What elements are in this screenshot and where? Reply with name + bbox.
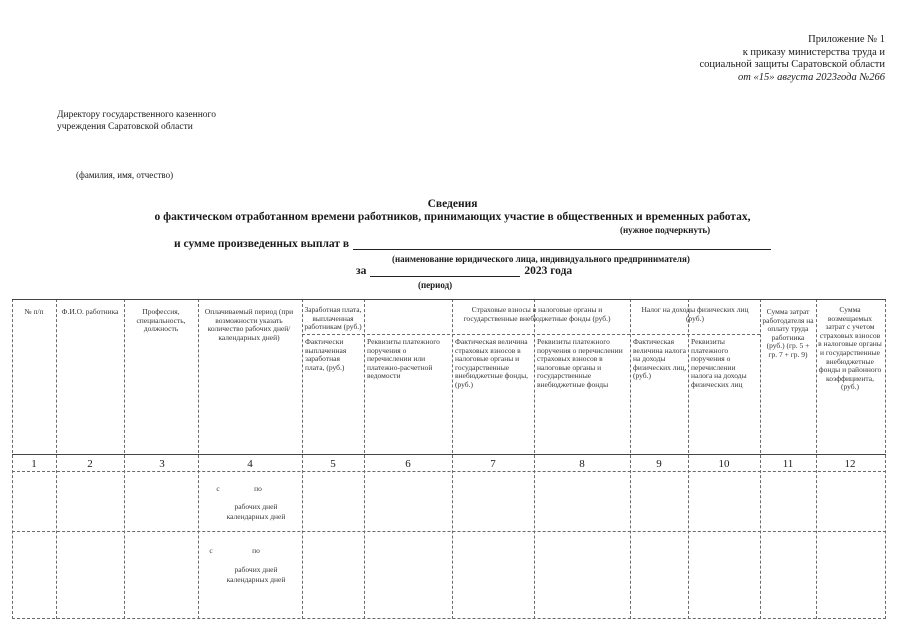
row2-from: с (209, 546, 213, 555)
col-line (452, 299, 453, 619)
row-line (12, 618, 886, 619)
row1-calendar-days: календарных дней (226, 512, 286, 521)
header-employer-costs: Сумма затрат работодателя на оплату труда работника (руб.) (гр. 5 + гр. 7 + гр. 9) (762, 307, 814, 359)
appendix-line-1: Приложение № 1 (808, 34, 885, 45)
column-number: 9 (656, 458, 662, 470)
column-number: 2 (87, 458, 93, 470)
row-line (302, 334, 760, 335)
header-group-wages: Заработная плата, выплаченная работникам (руб.) (304, 305, 362, 332)
addressee-block (57, 110, 216, 133)
col-line (12, 299, 13, 619)
addressee-line-1: Директору государственного казенного (57, 110, 216, 120)
appendix-line-3: социальной защиты Саратовской области (699, 59, 885, 70)
column-number: 11 (782, 458, 794, 470)
row1-to: по (254, 484, 262, 493)
header-group-insurance: Страховые взносы в налоговые органы и государственные внебюджетные фонды (руб.) (463, 305, 611, 323)
period-blank[interactable] (370, 265, 520, 277)
col-line (198, 299, 199, 619)
header-insurance-requisites: Реквизиты платежного поручения о перечислении страховых взносов в налоговые органы и государственные внебюджетные фонды (537, 337, 623, 389)
row-line (12, 531, 886, 532)
row2-to: по (252, 546, 260, 555)
header-num: № п/п (24, 307, 44, 316)
col-line (364, 299, 365, 619)
column-number: 8 (579, 458, 585, 470)
fio-caption: (фамилия, имя, отчество) (76, 170, 174, 180)
column-number: 1 (31, 458, 37, 470)
row2-calendar-days: календарных дней (226, 575, 286, 584)
row-line (12, 454, 886, 455)
column-number: 3 (159, 458, 165, 470)
header-insurance-amount: Фактическая величина страховых взносов в налоговые органы и государственные внебюджетные фонды, (руб.) (455, 337, 529, 389)
period-prefix: за (356, 265, 367, 277)
header-fio: Ф.И.О. работника (61, 307, 119, 316)
legal-entity-blank[interactable] (353, 238, 771, 250)
col-line (56, 299, 57, 619)
column-number: 6 (405, 458, 411, 470)
header-wages-requisites: Реквизиты платежного поручения о перечислении или платежно-расчетной ведомости (367, 337, 440, 381)
appendix-line-4: от «15» августа 2023года №266 (738, 71, 885, 83)
payments-line (174, 238, 771, 250)
col-line (124, 299, 125, 619)
underline-hint: (нужное подчеркнуть) (620, 225, 711, 235)
column-number: 12 (844, 458, 856, 470)
header-profession: Профессия, специальность, должность (136, 307, 186, 334)
row-line (12, 299, 886, 300)
row2-workdays: рабочих дней (234, 565, 278, 574)
col-line (630, 299, 631, 619)
col-line (760, 299, 761, 619)
payments-prefix: и сумме произведенных выплат в (174, 238, 350, 250)
col-line (816, 299, 817, 619)
period-caption: (период) (418, 280, 453, 290)
appendix-line-2: к приказу министерства труда и (742, 46, 885, 58)
document-subtitle: о фактическом отработанном времени работников, принимающих участие в общественных и временных работах, (154, 211, 751, 223)
header-paid-period: Оплачиваемый период (при возможности указать количество рабочих дней/календарных дней) (204, 307, 294, 342)
col-line (688, 299, 689, 619)
header-tax-requisites: Реквизиты платежного поручения о перечислении налога на доходы физических лиц (691, 337, 747, 389)
header-tax-amount: Фактическая величина налога на доходы физических лиц, (руб.) (633, 337, 687, 381)
header-reimbursable-costs: Сумма возмещаемых затрат с учетом страховых взносов в налоговые органы и государственные внебюджетные фонды и районного коэффициента, (руб.) (818, 305, 882, 392)
col-line (885, 299, 886, 619)
header-wages-amount: Фактически выплаченная заработная плата, (руб.) (305, 337, 347, 372)
period-line (356, 265, 572, 277)
legal-entity-caption: (наименование юридического лица, индивидуального предпринимателя) (392, 254, 690, 264)
addressee-line-2: учреждения Саратовской области (57, 121, 193, 132)
column-number: 10 (718, 458, 730, 470)
col-line (534, 299, 535, 619)
row1-workdays: рабочих дней (234, 502, 278, 511)
period-suffix: 2023 года (524, 265, 573, 277)
row1-from: с (216, 484, 220, 493)
column-number: 7 (490, 458, 496, 470)
appendix-block (699, 34, 885, 84)
column-number: 4 (247, 458, 253, 470)
document-title: Сведения (427, 198, 478, 210)
row-line (12, 471, 886, 472)
header-group-tax: Налог на доходы физических лиц (руб.) (641, 305, 749, 323)
column-number: 5 (330, 458, 336, 470)
